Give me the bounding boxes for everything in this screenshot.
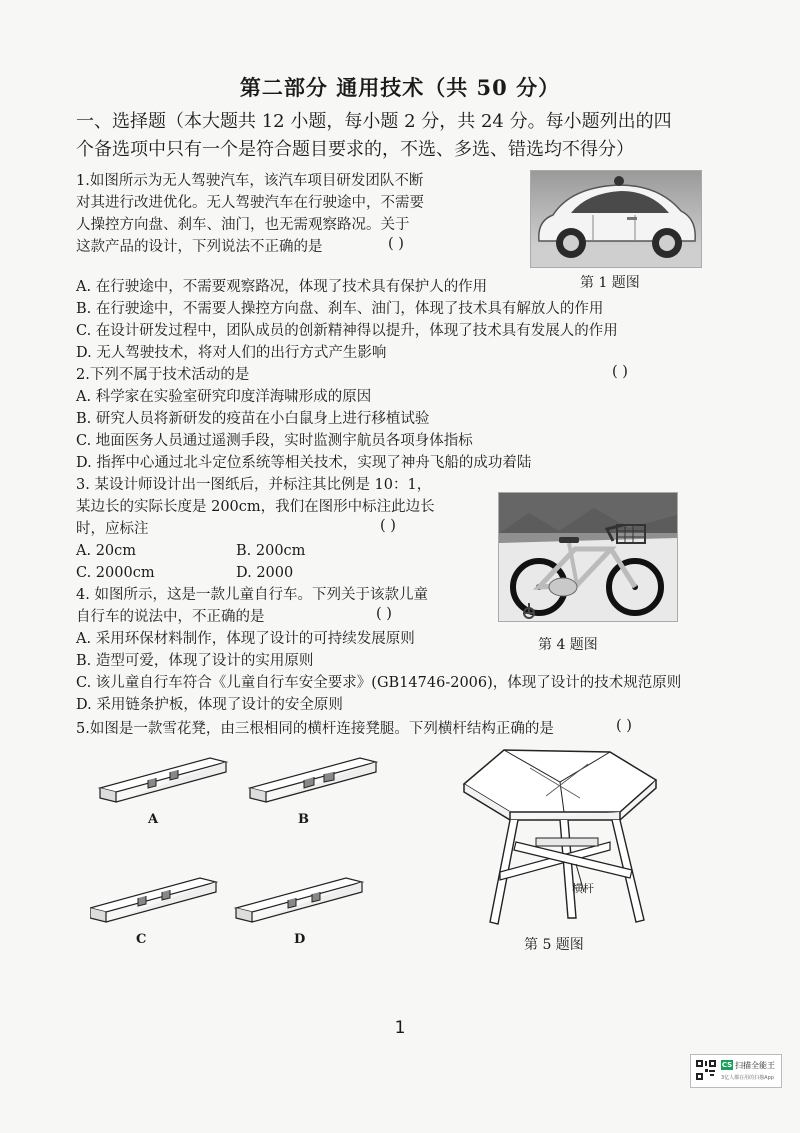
q5-option-b-label[interactable]: B: [298, 812, 309, 827]
section-heading-line1: 一、选择题（本大题共 12 小题，每小题 2 分，共 24 分。每小题列出的四: [76, 111, 672, 132]
section-heading-line2: 个备选项中只有一个是符合题目要求的，不选、多选、错选均不得分）: [76, 139, 634, 160]
q2-option-d[interactable]: D. 指挥中心通过北斗定位系统等相关技术，实现了神舟飞船的成功着陆: [76, 455, 532, 471]
q5-stem: 5.如图是一款雪花凳，由三根相同的横杆连接凳腿。下列横杆结构正确的是: [76, 721, 554, 737]
q5-option-a-label[interactable]: A: [148, 812, 159, 827]
page-title: 第二部分 通用技术（共 50 分）: [239, 75, 561, 100]
q2-option-b[interactable]: B. 研究人员将新研发的疫苗在小白鼠身上进行移植试验: [76, 411, 430, 427]
q4-figure-caption: 第 4 题图: [538, 637, 598, 653]
q4-option-d[interactable]: D. 采用链条护板，体现了设计的安全原则: [76, 697, 343, 713]
q2-option-a[interactable]: A. 科学家在实验室研究印度洋海啸形成的原因: [76, 389, 372, 405]
crossbar-option-c-drawing[interactable]: [90, 878, 216, 922]
q4-option-b[interactable]: B. 造型可爱，体现了设计的实用原则: [76, 653, 314, 669]
q5-figure-caption: 第 5 题图: [524, 937, 584, 953]
crossbar-option-d-drawing[interactable]: [236, 878, 362, 922]
q3-stem-line2: 某边长的实际长度是 200cm，我们在图形中标注此边长: [76, 499, 435, 515]
q1-option-c[interactable]: C. 在设计研发过程中，团队成员的创新精神得以提升，体现了技术具有发展人的作用: [76, 323, 618, 339]
q5-answer-blank[interactable]: ( ): [616, 718, 632, 734]
q1-stem-line2: 对其进行改进优化。无人驾驶汽车在行驶途中，不需要: [76, 195, 424, 211]
q1-car-photo: [530, 170, 702, 268]
scanner-watermark: [690, 1054, 782, 1088]
q3-stem-line1: 3. 某设计师设计出一图纸后，并标注其比例是 10：1，: [76, 477, 432, 493]
q3-option-d[interactable]: D. 2000: [236, 565, 294, 581]
q1-stem-line3: 人操控方向盘、刹车、油门，也无需观察路况。关于: [76, 217, 410, 233]
q3-option-a[interactable]: A. 20cm: [76, 543, 137, 559]
q4-option-c[interactable]: C. 该儿童自行车符合《儿童自行车安全要求》(GB14746-2006)，体现了设计的技术规范原则: [76, 675, 682, 691]
q4-stem-line2: 自行车的说法中，不正确的是: [76, 609, 265, 625]
q2-answer-blank[interactable]: ( ): [612, 364, 628, 380]
q2-option-c[interactable]: C. 地面医务人员通过遥测手段，实时监测宇航员各项身体指标: [76, 433, 473, 449]
page-number: 1: [394, 1018, 406, 1038]
q5-option-d-label[interactable]: D: [294, 932, 306, 947]
camscanner-logo-icon: CS: [721, 1061, 733, 1069]
q3-option-c[interactable]: C. 2000cm: [76, 565, 155, 581]
scanner-app-name: 扫描全能王: [735, 1061, 775, 1070]
qr-code-icon: [695, 1059, 717, 1081]
crossbar-option-a-drawing[interactable]: [100, 758, 226, 802]
q1-option-d[interactable]: D. 无人驾驶技术，将对人们的出行方式产生影响: [76, 345, 387, 361]
q1-stem-line1: 1.如图所示为无人驾驶汽车，该汽车项目研发团队不断: [76, 173, 424, 189]
q1-answer-blank[interactable]: ( ): [388, 236, 404, 252]
q1-option-b[interactable]: B. 在行驶途中，不需要人操控方向盘、刹车、油门，体现了技术具有解放人的作用: [76, 301, 604, 317]
crossbar-option-b-drawing[interactable]: [250, 758, 376, 802]
q3-stem-line3: 时，应标注: [76, 521, 149, 537]
q5-crossbar-options: [90, 740, 390, 960]
q2-stem: 2.下列不属于技术活动的是: [76, 367, 250, 383]
q5-option-c-label[interactable]: C: [136, 932, 147, 947]
q4-bicycle-photo: [498, 492, 678, 622]
q5-crossbar-label: 横杆: [572, 882, 594, 895]
q5-snowflake-stool-drawing: [460, 746, 670, 928]
scanner-app-tagline: 3亿人都在用的扫描App: [721, 1075, 774, 1081]
q1-figure-caption: 第 1 题图: [580, 275, 640, 291]
q1-stem-line4: 这款产品的设计，下列说法不正确的是: [76, 239, 323, 255]
self-driving-car-image: [531, 171, 701, 267]
q3-option-b[interactable]: B. 200cm: [236, 543, 306, 559]
kids-bicycle-image: [499, 493, 677, 621]
q3-answer-blank[interactable]: ( ): [380, 518, 396, 534]
q1-option-a[interactable]: A. 在行驶途中，不需要观察路况，体现了技术具有保护人的作用: [76, 279, 488, 295]
q4-stem-line1: 4. 如图所示，这是一款儿童自行车。下列关于该款儿童: [76, 587, 428, 603]
q4-option-a[interactable]: A. 采用环保材料制作，体现了设计的可持续发展原则: [76, 631, 415, 647]
q4-answer-blank[interactable]: ( ): [376, 606, 392, 622]
